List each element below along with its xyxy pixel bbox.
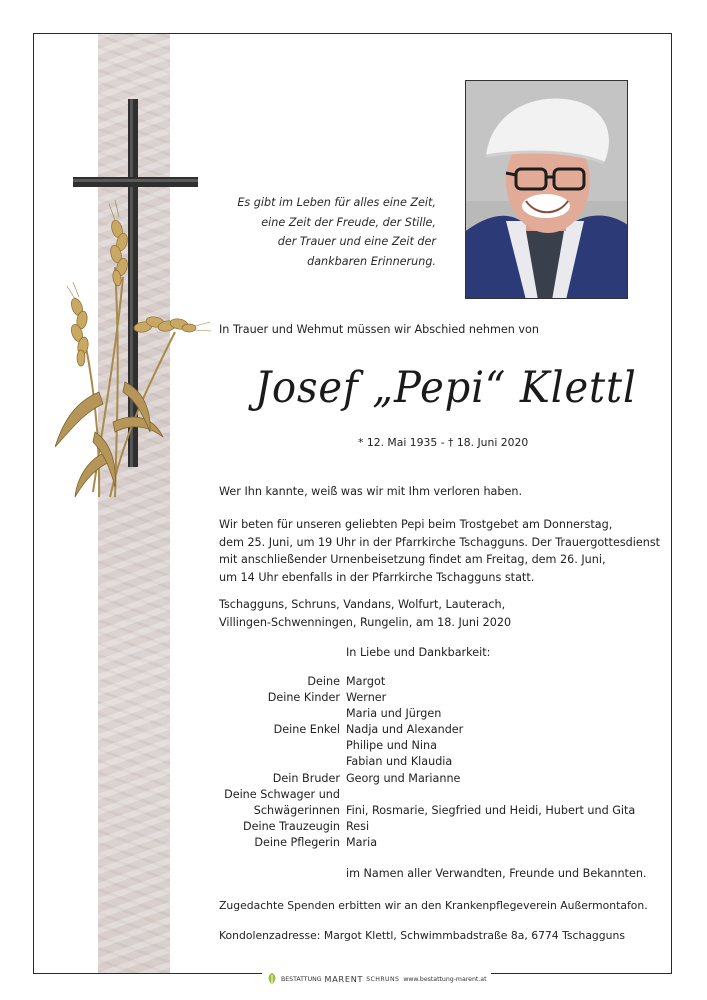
family-role: Dein Bruder	[272, 771, 340, 785]
family-names: Nadja und Alexander	[346, 723, 464, 737]
family-row	[219, 738, 669, 754]
family-role: Deine Kinder	[267, 691, 340, 705]
family-role: Deine Pflegerin	[254, 835, 340, 849]
family-role	[219, 738, 346, 754]
family-row	[219, 787, 669, 803]
family-row	[219, 690, 669, 706]
family-role	[219, 754, 346, 770]
family-row	[219, 754, 669, 770]
footer-brand: MARENT	[324, 974, 364, 984]
donation-line	[219, 897, 648, 915]
donation-text: Zugedachte Spenden erbitten wir an den Krankenpflegeverein Außermontafon.	[219, 899, 648, 912]
paragraph-line: mit anschließender Urnenbeisetzung findet am Freitag, dem 26. Juni,	[219, 553, 606, 566]
paragraph-line: Tschagguns, Schruns, Vandans, Wolfurt, Lauterach,	[219, 598, 506, 611]
paragraph-line: Villingen-Schwenningen, Rungelin, am 18. Juni 2020	[219, 615, 512, 629]
footer-prefix: BESTATTUNG	[281, 975, 322, 983]
closing-text: In Liebe und Dankbarkeit:	[346, 646, 491, 659]
portrait-photo	[465, 80, 628, 299]
family-names: Georg und Marianne	[346, 771, 461, 785]
family-names: Maria und Jürgen	[346, 707, 442, 721]
paragraph-line: um 14 Uhr ebenfalls in der Pfarrkirche Tschagguns statt.	[219, 570, 535, 584]
cross-with-wheat-icon	[55, 92, 215, 502]
paragraph-line: Wir beten für unseren geliebten Pepi beim Trostgebet am Donnerstag,	[219, 518, 613, 531]
closing-line	[346, 644, 490, 662]
family-names: Maria	[346, 835, 378, 849]
family-role: Schwägerinnen	[253, 803, 340, 817]
family-row	[219, 706, 669, 722]
family-row	[219, 722, 669, 738]
deceased-name: Josef „Pepi“ Klettl	[255, 363, 637, 413]
paragraph-line: dem 25. Juni, um 19 Uhr in der Pfarrkirche Tschagguns. Der Trauergottesdienst	[219, 535, 661, 549]
family-role: Deine Trauzeugin	[242, 819, 340, 833]
memorial-quote	[220, 193, 436, 271]
quote-line: der Trauer und eine Zeit der	[277, 235, 436, 248]
on-behalf-line	[346, 865, 646, 883]
family-names: Resi	[346, 819, 370, 833]
family-role: Deine	[307, 675, 340, 688]
quote-line: dankbaren Erinnerung.	[307, 254, 436, 268]
family-names: Fini, Rosmarie, Siegfried und Heidi, Hubert und Gita	[346, 803, 636, 817]
family-row	[219, 835, 669, 851]
family-row	[219, 771, 669, 787]
family-role	[219, 706, 346, 722]
on-behalf-text: im Namen aller Verwandten, Freunde und Bekannten.	[346, 867, 647, 880]
quote-line: eine Zeit der Freude, der Stille,	[261, 215, 436, 229]
paragraph-service	[219, 516, 660, 586]
paragraph-places	[219, 596, 511, 631]
family-names: Margot	[346, 675, 386, 688]
life-dates: * 12. Mai 1935 - † 18. Juni 2020	[358, 436, 529, 449]
footer-website[interactable]: www.bestattung-marent.at	[403, 975, 487, 983]
family-row	[219, 803, 669, 819]
family-row	[219, 674, 669, 690]
footer-funeral-home	[262, 970, 491, 988]
family-names: Werner	[346, 691, 387, 705]
family-role: Deine Enkel	[273, 723, 340, 737]
quote-line: Es gibt im Leben für alles eine Zeit,	[237, 196, 436, 209]
family-row	[219, 819, 669, 835]
family-role: Deine Schwager und	[224, 787, 340, 801]
footer-location: SCHRUNS	[366, 975, 400, 983]
condolence-line	[219, 927, 625, 945]
intro-text: In Trauer und Wehmut müssen wir Abschied nehmen von	[219, 323, 539, 336]
family-names: Philipe und Nina	[346, 739, 437, 753]
paragraph-intro	[219, 483, 522, 501]
family-names: Fabian und Klaudia	[346, 755, 453, 769]
leaf-logo-icon	[266, 972, 278, 986]
paragraph-line: Wer Ihn kannte, weiß was wir mit Ihm verloren haben.	[219, 485, 523, 498]
family-list	[219, 674, 669, 851]
condolence-text: Kondolenzadresse: Margot Klettl, Schwimmbadstraße 8a, 6774 Tschagguns	[219, 929, 625, 942]
